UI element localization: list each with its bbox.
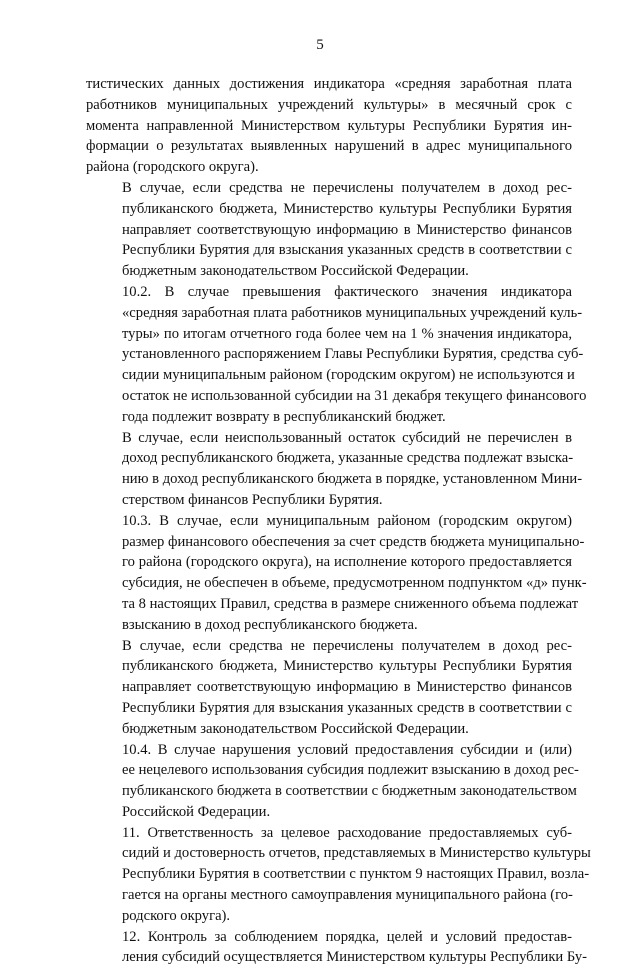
text-line: ее нецелевого использования субсидия подлежит взысканию в доход рес-	[122, 762, 579, 779]
text-line: гается на органы местного самоуправления муниципального района (го-	[122, 887, 573, 904]
text-line: установленного распоряжением Главы Республики Бурятия, средства суб-	[122, 346, 584, 363]
paragraph	[86, 823, 591, 927]
paragraph	[86, 74, 572, 178]
text-line: нию в доход республиканского бюджета в порядке, установленном Мини-	[122, 471, 583, 488]
paragraph	[86, 428, 583, 511]
text-line: 10.4. В случае нарушения условий предоставления субсидии и (или)	[122, 741, 572, 758]
text-line: 10.3. В случае, если муниципальным районом (городским округом)	[122, 512, 572, 529]
text-line: В случае, если средства не перечислены получателем в доход рес-	[122, 179, 572, 196]
text-line: бюджетным законодательством Российской Федерации.	[122, 720, 469, 737]
text-line: сидии муниципальным районом (городским округом) не используются и	[122, 367, 575, 384]
text-line: публиканского бюджета в соответствии с бюджетным законодательством	[122, 783, 577, 800]
text-line: публиканского бюджета, Министерство культуры Республики Бурятия	[122, 658, 572, 675]
paragraph	[86, 927, 588, 968]
text-line: В случае, если неиспользованный остаток субсидий не перечислен в	[122, 429, 572, 446]
text-line: стерством финансов Республики Бурятия.	[122, 491, 383, 508]
text-line: направляет соответствующую информацию в Министерство финансов	[122, 679, 572, 696]
text-line: та 8 настоящих Правил, средства в размере сниженного объема подлежат	[122, 595, 579, 612]
page-number: 5	[316, 37, 324, 53]
text-line: Российской Федерации.	[122, 803, 271, 820]
text-line: 12. Контроль за соблюдением порядка, целей и условий предостав-	[122, 928, 572, 945]
text-line: родского округа).	[122, 907, 231, 924]
text-line: Республики Бурятия в соответствии с пунктом 9 настоящих Правил, возла-	[122, 866, 590, 883]
document-body	[86, 74, 591, 968]
text-line: «средняя заработная плата работников муниципальных учреждений куль-	[122, 304, 583, 321]
text-line: размер финансового обеспечения за счет средств бюджета муниципально-	[122, 533, 585, 550]
paragraph	[86, 511, 587, 636]
text-line: 11. Ответственность за целевое расходование предоставляемых суб-	[122, 824, 572, 841]
text-line: момента направленной Министерством культуры Республики Бурятия ин-	[86, 117, 572, 134]
paragraph	[86, 178, 572, 282]
text-line: Республики Бурятия для взыскания указанных средств в соответствии с	[122, 699, 572, 716]
text-line: остаток не использованной субсидии на 31 декабря текущего финансового	[122, 387, 587, 404]
text-line: работников муниципальных учреждений культуры» в месячный срок с	[86, 96, 572, 113]
paragraph	[86, 282, 587, 428]
text-line: доход республиканского бюджета, указанные средства подлежат взыска-	[122, 450, 574, 467]
text-line: Республики Бурятия для взыскания указанных средств в соответствии с	[122, 242, 572, 259]
text-line: ления субсидий осуществляется Министерством культуры Республики Бу-	[122, 949, 588, 966]
text-line: направляет соответствующую информацию в Министерство финансов	[122, 221, 572, 238]
text-line: сидий и достоверность отчетов, представляемых в Министерство культуры	[122, 845, 591, 862]
text-line: В случае, если средства не перечислены получателем в доход рес-	[122, 637, 572, 654]
text-line: взысканию в доход республиканского бюджета.	[122, 616, 418, 633]
text-line: го района (городского округа), на исполнение которого предоставляется	[122, 554, 572, 571]
text-line: района (городского округа).	[86, 159, 259, 176]
text-line: года подлежит возврату в республиканский бюджет.	[122, 408, 446, 425]
text-line: туры» по итогам отчетного года более чем на 1 % значения индикатора,	[122, 325, 572, 342]
text-line: формации о результатах выявленных нарушений в адрес муниципального	[86, 138, 572, 155]
paragraph	[86, 740, 579, 823]
text-line: 10.2. В случае превышения фактического значения индикатора	[122, 283, 572, 300]
text-line: публиканского бюджета, Министерство культуры Республики Бурятия	[122, 200, 572, 217]
text-line: бюджетным законодательством Российской Федерации.	[122, 263, 469, 280]
text-line: субсидия, не обеспечен в объеме, предусмотренном подпунктом «д» пунк-	[122, 575, 587, 592]
paragraph	[86, 636, 572, 740]
text-line: тистических данных достижения индикатора «средняя заработная плата	[86, 76, 572, 92]
